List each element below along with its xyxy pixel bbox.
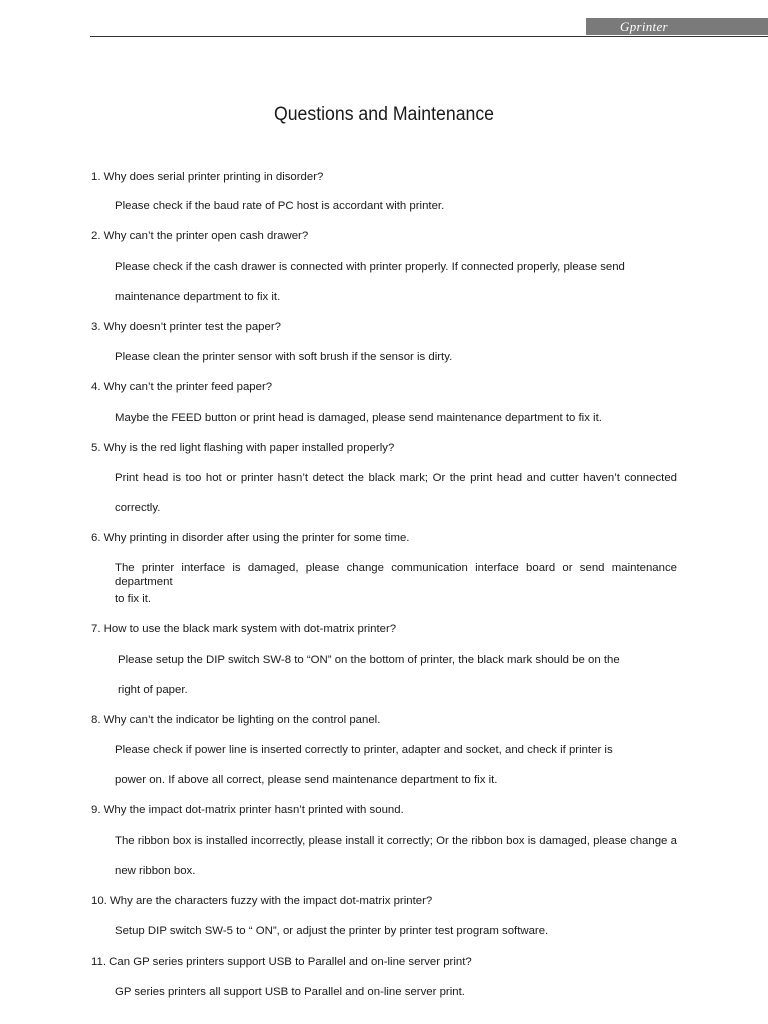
answer-11-line-1: GP series printers all support USB to Parallel and on-line server print. [115,986,465,998]
answer-1-line-1: Please check if the baud rate of PC host is accordant with printer. [115,200,445,212]
question-10: 10. Why are the characters fuzzy with the impact dot-matrix printer? [91,895,433,907]
question-5: 5. Why is the red light flashing with paper installed properly? [91,442,395,454]
answer-2-line-2: maintenance department to fix it. [115,291,281,303]
answer-2-line-1: Please check if the cash drawer is connected with printer properly. If connected properly, please send [115,261,625,273]
answer-7-line-2: right of paper. [118,684,188,696]
answer-7-line-1: Please setup the DIP switch SW-8 to “ON” on the bottom of printer, the black mark should be on the [118,654,620,666]
question-6: 6. Why printing in disorder after using the printer for some time. [91,532,410,544]
question-8: 8. Why can’t the indicator be lighting on the control panel. [91,714,381,726]
answer-8-line-1: Please check if power line is inserted correctly to printer, adapter and socket, and check if printer is [115,744,613,756]
question-7: 7. How to use the black mark system with dot-matrix printer? [91,623,397,635]
question-11: 11. Can GP series printers support USB to Parallel and on-line server print? [91,956,472,968]
answer-9-line-1: The ribbon box is installed incorrectly, please install it correctly; Or the ribbon box is damaged, please change a [115,835,677,847]
answer-4-line-1: Maybe the FEED button or print head is damaged, please send maintenance department to fix it. [115,412,602,424]
answer-8-line-2: power on. If above all correct, please send maintenance department to fix it. [115,774,498,786]
answer-6-line-2: to fix it. [115,593,152,605]
answer-9-line-2: new ribbon box. [115,865,196,877]
question-3: 3. Why doesn’t printer test the paper? [91,321,281,333]
brand-logo-text: Gprinter [620,19,668,34]
question-2: 2. Why can’t the printer open cash drawer? [91,230,309,242]
question-9: 9. Why the impact dot-matrix printer hasn’t printed with sound. [91,804,404,816]
header-rule [90,36,768,37]
answer-5-line-1: Print head is too hot or printer hasn’t detect the black mark; Or the print head and cutter haven’t connected [115,472,677,484]
answer-10-line-1: Setup DIP switch SW-5 to “ ON”, or adjust the printer by printer test program software. [115,925,549,937]
question-1: 1. Why does serial printer printing in disorder? [91,171,324,183]
header-brand-tab [586,18,768,35]
answer-3-line-1: Please clean the printer sensor with soft brush if the sensor is dirty. [115,351,453,363]
answer-5-line-2: correctly. [115,502,161,514]
question-4: 4. Why can’t the printer feed paper? [91,381,273,393]
page-title: Questions and Maintenance [273,104,495,125]
answer-6-line-1: The printer interface is damaged, please change communication interface board or send maintenance department [115,562,677,588]
